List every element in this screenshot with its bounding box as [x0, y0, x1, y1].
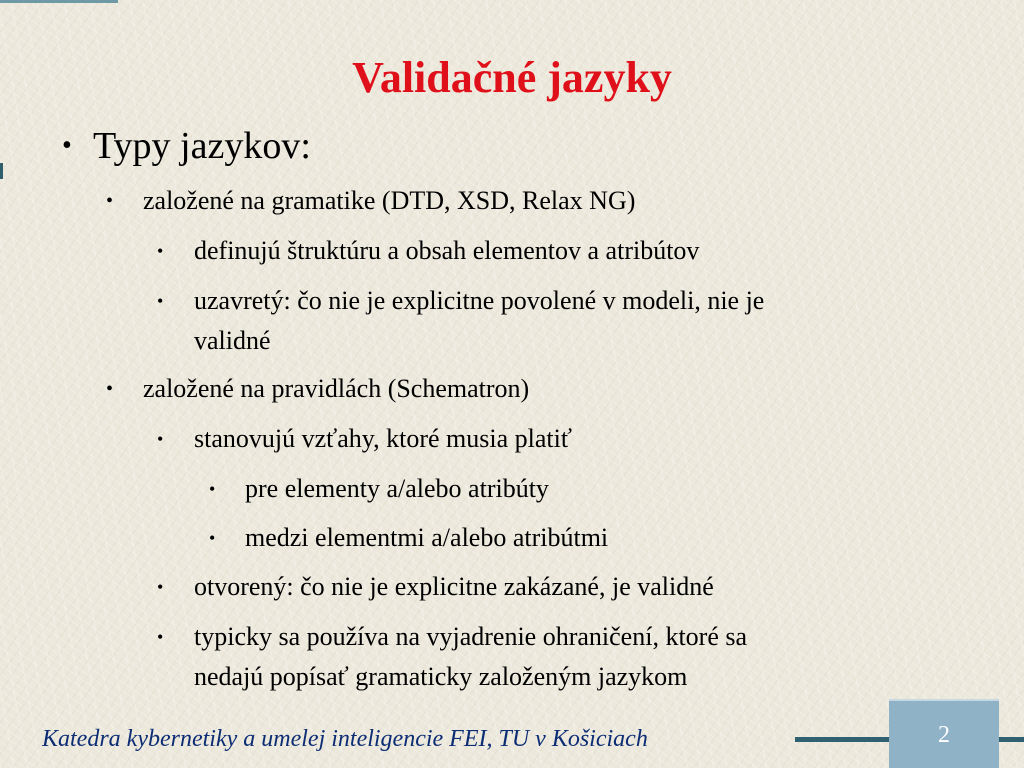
bullet-text: typicky sa používa na vyjadrenie ohraničení, ktoré sa [194, 622, 748, 651]
footer-institution-text: Katedra kybernetiky a umelej inteligencie FEI, TU v Košiciach [42, 726, 648, 752]
bullet-text-continuation: validné [194, 326, 271, 355]
bullet-dot-icon: • [157, 627, 164, 647]
bullet-dot-icon: • [209, 528, 216, 548]
bullet-dot-icon: • [157, 241, 164, 261]
bullet-text: založené na gramatike (DTD, XSD, Relax NG) [143, 186, 636, 215]
bullet-text-continuation: nedajú popísať gramaticky založeným jazykom [194, 662, 688, 691]
bullet-dot-icon: • [106, 378, 114, 400]
bullet-text: Typy jazykov: [93, 125, 311, 167]
bullet-text: uzavretý: čo nie je explicitne povolené v modeli, nie je [194, 286, 765, 315]
page-number: 2 [938, 722, 950, 748]
bullet-text: otvorený: čo nie je explicitne zakázané, je validné [194, 572, 714, 601]
bullet-dot-icon: • [209, 479, 216, 499]
slide-title: Validačné jazyky [352, 53, 672, 102]
bullet-text: založené na pravidlách (Schematron) [143, 374, 530, 403]
bullet-text: medzi elementmi a/alebo atribútmi [245, 523, 609, 552]
bullet-dot-icon: • [157, 429, 164, 449]
bullet-dot-icon: • [157, 291, 164, 311]
bullet-text: stanovujú vzťahy, ktoré musia platiť [194, 424, 572, 453]
bullet-dot-icon: • [106, 190, 114, 212]
bullet-text: definujú štruktúru a obsah elementov a atribútov [194, 236, 700, 265]
bullet-dot-icon: • [157, 577, 164, 597]
bullet-text: pre elementy a/alebo atribúty [245, 474, 549, 503]
bullet-dot-icon: • [62, 130, 72, 161]
